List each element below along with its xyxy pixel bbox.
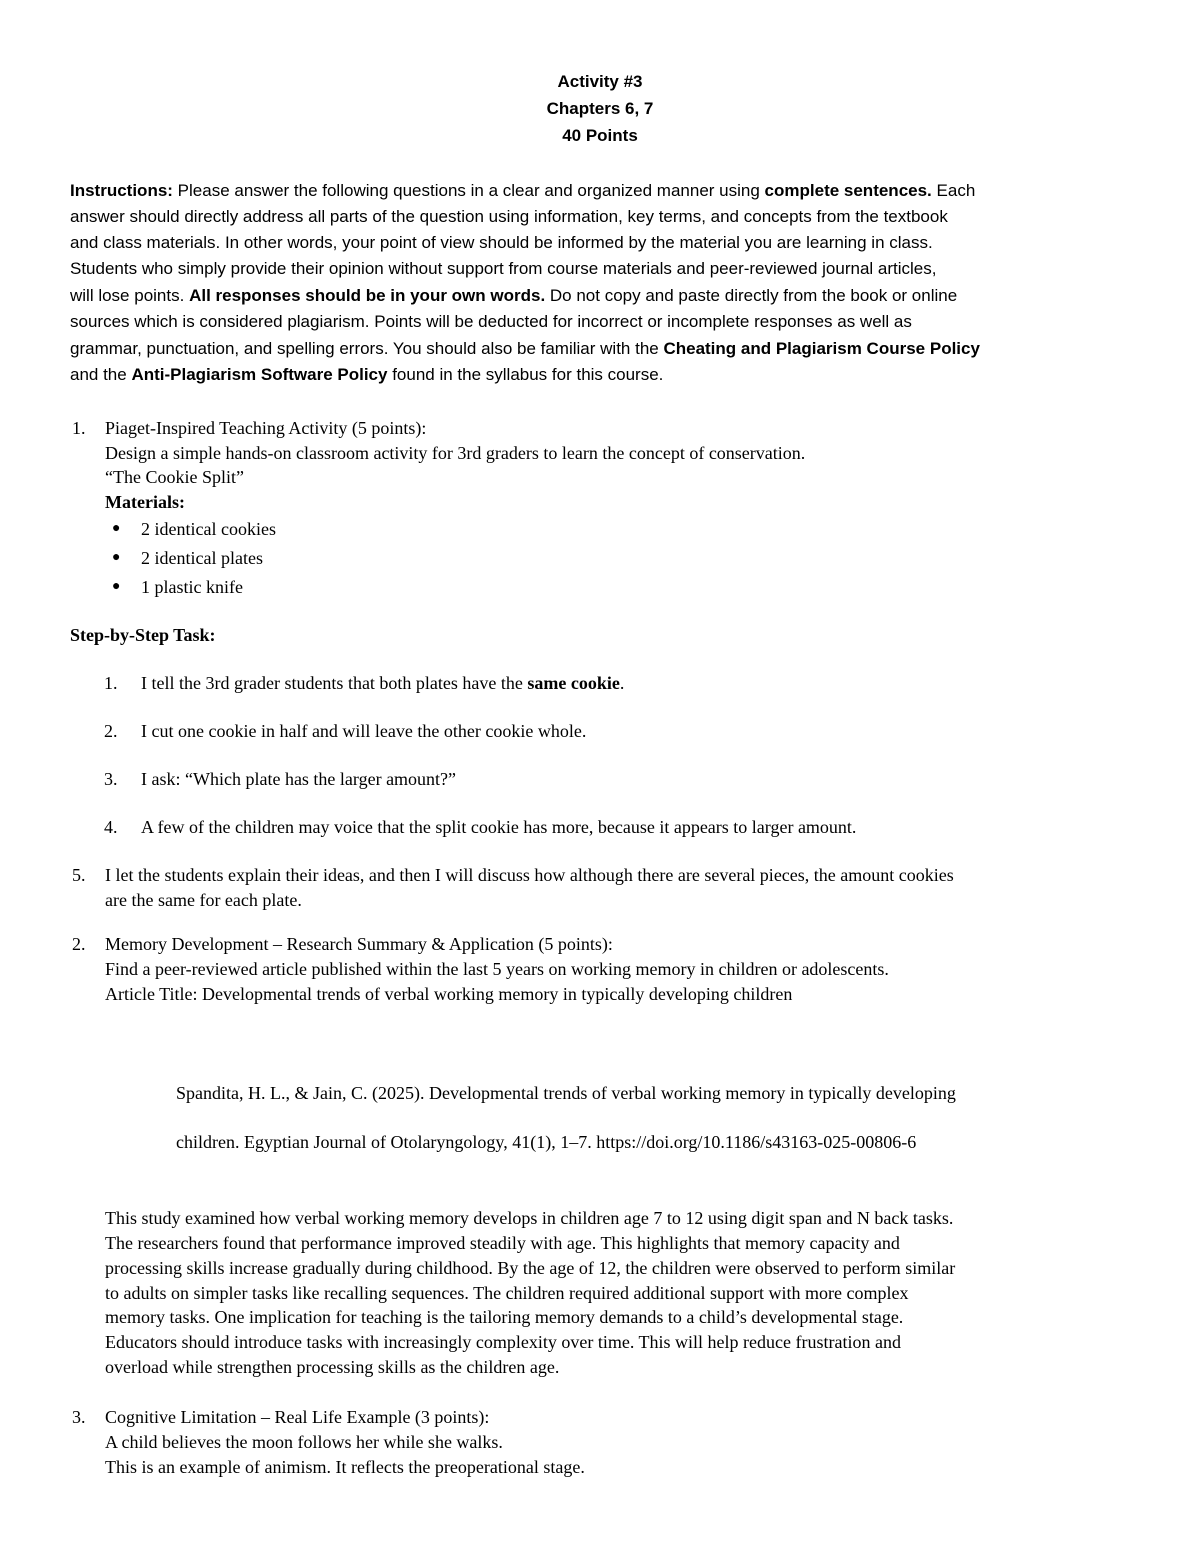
instructions-line: answer should directly address all parts of the question using information, key terms, and concepts from the textbook — [70, 207, 948, 226]
instructions-label: Instructions: — [70, 181, 173, 200]
summary-line: Educators should introduce tasks with increasingly complexity over time. This will help reduce frustration and — [105, 1332, 901, 1352]
step-1 — [141, 673, 624, 694]
article-title: Article Title: Developmental trends of verbal working memory in typically developing children — [105, 984, 793, 1004]
step-2: I cut one cookie in half and will leave the other cookie whole. — [141, 721, 587, 741]
material-item: 2 identical cookies — [141, 519, 276, 539]
anti-plagiarism-policy-ref: Anti-Plagiarism Software Policy — [131, 365, 388, 384]
question-3-answer: A child believes the moon follows her while she walks. — [105, 1432, 503, 1452]
page-title: Activity #3 — [557, 72, 643, 91]
summary-line: overload while strengthen processing skills as the children age. — [105, 1357, 560, 1377]
instructions-line — [70, 286, 957, 306]
points-heading: 40 Points — [562, 126, 638, 145]
question-3-number: 3. — [72, 1407, 86, 1427]
material-item: 2 identical plates — [141, 548, 263, 568]
question-2-title: Memory Development – Research Summary & Application (5 points): — [105, 934, 613, 954]
instructions-line: Students who simply provide their opinion without support from course materials and peer-reviewed journal articles, — [70, 259, 937, 278]
step-2-number: 2. — [104, 721, 118, 741]
question-1-title: Piaget-Inspired Teaching Activity (5 points): — [105, 418, 427, 438]
steps-label-text: Step-by-Step Task: — [70, 625, 216, 645]
question-3-answer: This is an example of animism. It reflects the preoperational stage. — [105, 1457, 585, 1477]
instructions-text: will lose points. — [70, 286, 190, 305]
instructions-text: Do not copy and paste directly from the book or online — [545, 286, 958, 305]
instructions-line: and class materials. In other words, your point of view should be informed by the material you are learning in class. — [70, 233, 933, 252]
step-5-line: I let the students explain their ideas, and then I will discuss how although there are several pieces, the amount cookies — [105, 865, 954, 885]
question-1-number: 1. — [72, 418, 86, 438]
instructions-line — [70, 181, 975, 201]
summary-line: The researchers found that performance improved steadily with age. This highlights that memory capacity and — [105, 1233, 900, 1253]
emphasis-own-words: All responses should be in your own words. — [189, 286, 546, 305]
instructions-text: Each — [931, 181, 976, 200]
instructions-line — [70, 365, 663, 385]
question-2-prompt: Find a peer-reviewed article published within the last 5 years on working memory in children or adolescents. — [105, 959, 889, 979]
steps-label — [70, 625, 216, 646]
bullet-icon: ● — [112, 579, 121, 594]
step-3-number: 3. — [104, 769, 118, 789]
instructions-text: found in the syllabus for this course. — [387, 365, 664, 384]
step-text: . — [619, 673, 625, 693]
bullet-icon: ● — [112, 550, 121, 565]
summary-line: memory tasks. One implication for teaching is the tailoring memory demands to a child’s developmental stage. — [105, 1307, 904, 1327]
chapters-heading: Chapters 6, 7 — [546, 99, 654, 118]
instructions-line: sources which is considered plagiarism. Points will be deducted for incorrect or incomplete responses as well as — [70, 312, 912, 331]
summary-line: This study examined how verbal working memory develops in children age 7 to 12 using digit span and N back tasks. — [105, 1208, 954, 1228]
citation-line: children. Egyptian Journal of Otolaryngology, 41(1), 1–7. https://doi.org/10.1186/s43163-025-00806-6 — [176, 1132, 917, 1152]
step-3: I ask: “Which plate has the larger amount?” — [141, 769, 457, 789]
step-4-number: 4. — [104, 817, 118, 837]
material-item: 1 plastic knife — [141, 577, 243, 597]
step-5-number: 5. — [72, 865, 86, 885]
emphasis-complete-sentences: complete sentences. — [764, 181, 932, 200]
cheating-policy-ref: Cheating and Plagiarism Course Policy — [663, 339, 980, 358]
step-1-number: 1. — [104, 673, 118, 693]
instructions-text: and the — [70, 365, 132, 384]
citation-line: Spandita, H. L., & Jain, C. (2025). Developmental trends of verbal working memory in typically developing — [176, 1083, 956, 1103]
question-2-number: 2. — [72, 934, 86, 954]
instructions-line — [70, 339, 980, 359]
step-5-line: are the same for each plate. — [105, 890, 302, 910]
question-3-title: Cognitive Limitation – Real Life Example (3 points): — [105, 1407, 490, 1427]
materials-label — [105, 492, 185, 513]
step-text: I tell the 3rd grader students that both plates have the — [141, 673, 528, 693]
activity-name: “The Cookie Split” — [105, 467, 244, 487]
summary-line: to adults on simpler tasks like recalling sequences. The children required additional support with more complex — [105, 1283, 909, 1303]
question-1-prompt: Design a simple hands-on classroom activity for 3rd graders to learn the concept of conservation. — [105, 443, 806, 463]
summary-line: processing skills increase gradually during childhood. By the age of 12, the children were observed to perform similar — [105, 1258, 956, 1278]
materials-label-text: Materials: — [105, 492, 185, 512]
bullet-icon: ● — [112, 521, 121, 536]
emphasis-same-cookie: same cookie — [527, 673, 620, 693]
step-4: A few of the children may voice that the split cookie has more, because it appears to larger amount. — [141, 817, 857, 837]
instructions-text: Please answer the following questions in a clear and organized manner using — [172, 181, 765, 200]
instructions-text: grammar, punctuation, and spelling errors. You should also be familiar with the — [70, 339, 664, 358]
